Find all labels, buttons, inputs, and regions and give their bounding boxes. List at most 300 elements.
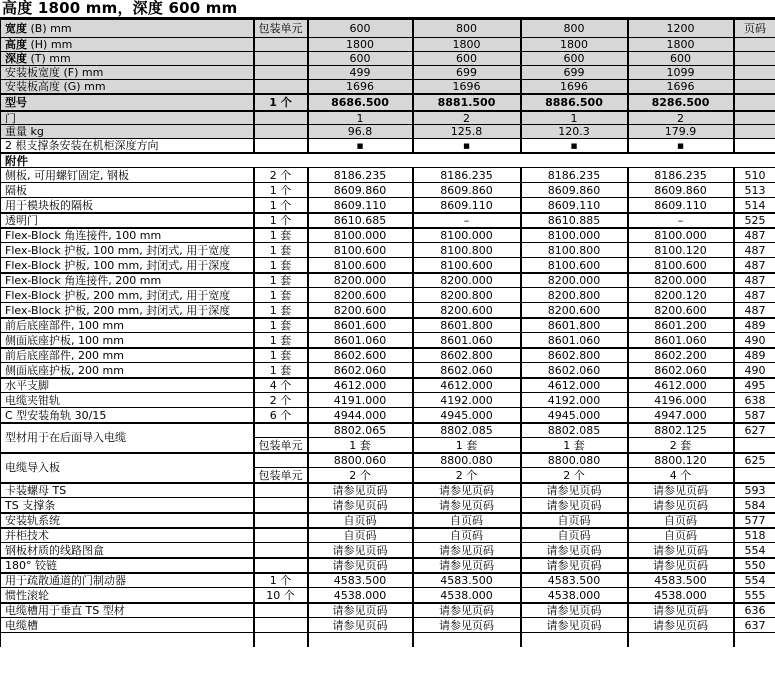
packaging-unit-cell bbox=[254, 603, 308, 618]
row-label: Flex-Block 护板, 200 mm, 封闭式, 用于深度 bbox=[1, 303, 254, 318]
row-label: Flex-Block 角连接件, 200 mm bbox=[1, 273, 254, 288]
value-cell-col3: 8100.600 bbox=[521, 258, 628, 273]
value-cell-col4 bbox=[628, 633, 734, 647]
value-cell-col4: 8601.060 bbox=[628, 333, 734, 348]
value-cell-col3: 4583.500 bbox=[521, 573, 628, 588]
value-cell-col4: 4583.500 bbox=[628, 573, 734, 588]
value-cell-col3 bbox=[521, 633, 628, 647]
value-cell-col2: 2 个 bbox=[413, 468, 521, 483]
packaging-unit-cell bbox=[254, 111, 308, 125]
page-number-cell: 627 bbox=[734, 423, 775, 438]
page-number-cell: 487 bbox=[734, 243, 775, 258]
packaging-unit-cell: 2 个 bbox=[254, 168, 308, 183]
value-cell-col1: 请参见页码 bbox=[308, 603, 413, 618]
page-number-cell: 514 bbox=[734, 198, 775, 213]
value-cell-col2 bbox=[413, 633, 521, 647]
value-cell-col1: 8601.060 bbox=[308, 333, 413, 348]
accessory-row bbox=[1, 333, 775, 348]
accessory-row bbox=[1, 288, 775, 303]
row-label: 门 bbox=[1, 111, 254, 125]
accessory-row bbox=[1, 228, 775, 243]
row-label: 惯性滚轮 bbox=[1, 588, 254, 603]
value-cell-col2: 8200.000 bbox=[413, 273, 521, 288]
value-cell-col1: 8609.110 bbox=[308, 198, 413, 213]
value-cell-col4: 600 bbox=[628, 52, 734, 66]
spec-row bbox=[1, 125, 775, 139]
spec-row bbox=[1, 19, 775, 38]
page-number-cell bbox=[734, 468, 775, 483]
row-label: 侧面底座护板, 100 mm bbox=[1, 333, 254, 348]
value-cell-col2: 8100.000 bbox=[413, 228, 521, 243]
filled-square-marker: ■ bbox=[356, 142, 364, 151]
packaging-unit-cell bbox=[254, 513, 308, 528]
value-cell-col2: 4583.500 bbox=[413, 573, 521, 588]
row-label: 型号 bbox=[1, 94, 254, 111]
packaging-unit-cell bbox=[254, 498, 308, 513]
value-cell-col1: 1 bbox=[308, 111, 413, 125]
accessory-row bbox=[1, 378, 775, 393]
value-cell-col2: 125.8 bbox=[413, 125, 521, 139]
value-cell-col2: 8802.085 bbox=[413, 423, 521, 438]
value-cell-col1: 2 个 bbox=[308, 468, 413, 483]
value-cell-col4: 8800.120 bbox=[628, 453, 734, 468]
accessory-row bbox=[1, 198, 775, 213]
packaging-unit-cell bbox=[254, 558, 308, 573]
value-cell-col4 bbox=[628, 139, 734, 153]
value-cell-col4: 2 套 bbox=[628, 438, 734, 453]
spec-row bbox=[1, 111, 775, 125]
accessory-row bbox=[1, 543, 775, 558]
value-cell-col4: 自页码 bbox=[628, 528, 734, 543]
row-label: 用于疏散通道的门制动器 bbox=[1, 573, 254, 588]
row-label: 宽度 (B) mm bbox=[1, 19, 254, 38]
value-cell-col1: 8800.060 bbox=[308, 453, 413, 468]
value-cell-col3: 8186.235 bbox=[521, 168, 628, 183]
packaging-unit-cell: 1 个 bbox=[254, 198, 308, 213]
packaging-unit-cell: 1 套 bbox=[254, 288, 308, 303]
row-label: 侧板, 可用螺钉固定, 钢板 bbox=[1, 168, 254, 183]
packaging-unit-cell: 1 套 bbox=[254, 243, 308, 258]
row-label: 型材用于在后面导入电缆 bbox=[1, 423, 254, 453]
accessory-row bbox=[1, 393, 775, 408]
page-number-cell: 636 bbox=[734, 603, 775, 618]
clipped-partial-row bbox=[1, 633, 775, 647]
value-cell-col1: 请参见页码 bbox=[308, 558, 413, 573]
packaging-unit-cell: 1 套 bbox=[254, 273, 308, 288]
page-number-cell: 518 bbox=[734, 528, 775, 543]
packaging-unit-cell bbox=[254, 38, 308, 52]
packaging-unit-cell bbox=[254, 52, 308, 66]
value-cell-col3: 自页码 bbox=[521, 513, 628, 528]
packaging-unit-cell bbox=[254, 139, 308, 153]
accessory-row bbox=[1, 573, 775, 588]
page-number-cell: 593 bbox=[734, 483, 775, 498]
packaging-unit-cell: 1 个 bbox=[254, 183, 308, 198]
accessories-section-row bbox=[1, 153, 775, 168]
row-label: C 型安装角轨 30/15 bbox=[1, 408, 254, 423]
value-cell-col4: 请参见页码 bbox=[628, 618, 734, 633]
value-cell-col4: 8602.060 bbox=[628, 363, 734, 378]
value-cell-col2: 8881.500 bbox=[413, 94, 521, 111]
value-cell-col4: 8802.125 bbox=[628, 423, 734, 438]
accessory-row bbox=[1, 348, 775, 363]
value-cell-col1: 8609.860 bbox=[308, 183, 413, 198]
value-cell-col1: 8100.600 bbox=[308, 243, 413, 258]
value-cell-col2: 800 bbox=[413, 19, 521, 38]
value-cell-col4: 请参见页码 bbox=[628, 603, 734, 618]
value-cell-col3: 1800 bbox=[521, 38, 628, 52]
row-label: 隔板 bbox=[1, 183, 254, 198]
page-number-cell: 490 bbox=[734, 333, 775, 348]
page-number-cell: 554 bbox=[734, 573, 775, 588]
value-cell-col1: 8100.600 bbox=[308, 258, 413, 273]
spec-row bbox=[1, 139, 775, 153]
page-number-cell bbox=[734, 438, 775, 453]
page-number-cell bbox=[734, 52, 775, 66]
packaging-unit-cell bbox=[254, 618, 308, 633]
value-cell-col2: 2 bbox=[413, 111, 521, 125]
value-cell-col4: 8609.110 bbox=[628, 198, 734, 213]
accessory-row bbox=[1, 318, 775, 333]
packaging-unit-cell: 4 个 bbox=[254, 378, 308, 393]
value-cell-col1: 自页码 bbox=[308, 528, 413, 543]
value-cell-col3: 8602.800 bbox=[521, 348, 628, 363]
value-cell-col1: 请参见页码 bbox=[308, 483, 413, 498]
value-cell-col3: 请参见页码 bbox=[521, 498, 628, 513]
value-cell-col2: 请参见页码 bbox=[413, 483, 521, 498]
value-cell-col1: 请参见页码 bbox=[308, 543, 413, 558]
value-cell-col3: 8100.800 bbox=[521, 243, 628, 258]
value-cell-col1: 1696 bbox=[308, 80, 413, 94]
value-cell-col2: 4945.000 bbox=[413, 408, 521, 423]
page-number-cell bbox=[734, 633, 775, 647]
value-cell-col4: 8286.500 bbox=[628, 94, 734, 111]
value-cell-col4: – bbox=[628, 213, 734, 228]
value-cell-col3: 请参见页码 bbox=[521, 603, 628, 618]
packaging-unit-cell bbox=[254, 80, 308, 94]
value-cell-col3: 8200.600 bbox=[521, 303, 628, 318]
row-label: Flex-Block 角连接件, 100 mm bbox=[1, 228, 254, 243]
page-number-cell: 487 bbox=[734, 288, 775, 303]
accessory-row bbox=[1, 498, 775, 513]
value-cell-col1: 96.8 bbox=[308, 125, 413, 139]
value-cell-col3: 8601.800 bbox=[521, 318, 628, 333]
value-cell-col1: 1 套 bbox=[308, 438, 413, 453]
value-cell-col2: 8800.080 bbox=[413, 453, 521, 468]
value-cell-col3: 8802.085 bbox=[521, 423, 628, 438]
page-number-cell: 625 bbox=[734, 453, 775, 468]
packaging-unit-cell: 1 个 bbox=[254, 94, 308, 111]
value-cell-col3: 8602.060 bbox=[521, 363, 628, 378]
value-cell-col4: 8186.235 bbox=[628, 168, 734, 183]
row-label: Flex-Block 护板, 200 mm, 封闭式, 用于宽度 bbox=[1, 288, 254, 303]
value-cell-col3: 600 bbox=[521, 52, 628, 66]
packaging-unit-cell: 1 套 bbox=[254, 258, 308, 273]
page-number-cell: 490 bbox=[734, 363, 775, 378]
value-cell-col3: 1 bbox=[521, 111, 628, 125]
page-number-cell: 页码 bbox=[734, 19, 775, 38]
row-label: 水平支脚 bbox=[1, 378, 254, 393]
value-cell-col2: 自页码 bbox=[413, 528, 521, 543]
accessory-group-row bbox=[1, 453, 775, 468]
value-cell-col3: 8100.000 bbox=[521, 228, 628, 243]
filled-square-marker: ■ bbox=[677, 142, 684, 151]
value-cell-col2: 4538.000 bbox=[413, 588, 521, 603]
value-cell-col3 bbox=[521, 139, 628, 153]
page-number-cell: 495 bbox=[734, 378, 775, 393]
value-cell-col1: 8200.600 bbox=[308, 303, 413, 318]
packaging-unit-cell: 1 个 bbox=[254, 213, 308, 228]
value-cell-col4: 1800 bbox=[628, 38, 734, 52]
value-cell-col2: 600 bbox=[413, 52, 521, 66]
page-number-cell: 487 bbox=[734, 258, 775, 273]
value-cell-col1: 4612.000 bbox=[308, 378, 413, 393]
value-cell-col4: 8602.200 bbox=[628, 348, 734, 363]
value-cell-col2: 4612.000 bbox=[413, 378, 521, 393]
value-cell-col4: 请参见页码 bbox=[628, 483, 734, 498]
accessory-row bbox=[1, 513, 775, 528]
value-cell-col3: 请参见页码 bbox=[521, 558, 628, 573]
value-cell-col2: 699 bbox=[413, 66, 521, 80]
value-cell-col2: 8609.110 bbox=[413, 198, 521, 213]
row-label: Flex-Block 护板, 100 mm, 封闭式, 用于深度 bbox=[1, 258, 254, 273]
value-cell-col1 bbox=[308, 139, 413, 153]
value-cell-col1: 8602.600 bbox=[308, 348, 413, 363]
value-cell-col4: 请参见页码 bbox=[628, 558, 734, 573]
value-cell-col3: 1696 bbox=[521, 80, 628, 94]
value-cell-col1: 499 bbox=[308, 66, 413, 80]
value-cell-col1: 8802.065 bbox=[308, 423, 413, 438]
value-cell-col4: 8601.200 bbox=[628, 318, 734, 333]
specification-table bbox=[0, 17, 775, 647]
value-cell-col4: 1200 bbox=[628, 19, 734, 38]
page-number-cell: 587 bbox=[734, 408, 775, 423]
spec-row bbox=[1, 94, 775, 111]
value-cell-col1: 4944.000 bbox=[308, 408, 413, 423]
value-cell-col2: 8602.060 bbox=[413, 363, 521, 378]
page-number-cell: 584 bbox=[734, 498, 775, 513]
row-label: 卡装螺母 TS bbox=[1, 483, 254, 498]
row-label: Flex-Block 护板, 100 mm, 封闭式, 用于宽度 bbox=[1, 243, 254, 258]
page-number-cell: 513 bbox=[734, 183, 775, 198]
row-label: 透明门 bbox=[1, 213, 254, 228]
row-label: 高度 (H) mm bbox=[1, 38, 254, 52]
accessory-row bbox=[1, 363, 775, 378]
value-cell-col4: 8609.860 bbox=[628, 183, 734, 198]
value-cell-col4: 8100.600 bbox=[628, 258, 734, 273]
row-label: 重量 kg bbox=[1, 125, 254, 139]
page-number-cell bbox=[734, 80, 775, 94]
value-cell-col2: 8200.800 bbox=[413, 288, 521, 303]
packaging-unit-cell: 2 个 bbox=[254, 393, 308, 408]
packaging-unit-cell bbox=[254, 543, 308, 558]
value-cell-col2: 请参见页码 bbox=[413, 603, 521, 618]
accessory-row bbox=[1, 558, 775, 573]
packaging-unit-cell: 1 套 bbox=[254, 318, 308, 333]
row-label: 用于模块板的隔板 bbox=[1, 198, 254, 213]
packaging-unit-cell: 1 套 bbox=[254, 348, 308, 363]
value-cell-col3: 请参见页码 bbox=[521, 483, 628, 498]
row-label: 侧面底座护板, 200 mm bbox=[1, 363, 254, 378]
page-title: 高度 1800 mm，深度 600 mm bbox=[2, 0, 238, 17]
value-cell-col1: 8100.000 bbox=[308, 228, 413, 243]
value-cell-col1 bbox=[308, 633, 413, 647]
row-label: 电缆槽用于垂直 TS 型材 bbox=[1, 603, 254, 618]
page-number-cell: 637 bbox=[734, 618, 775, 633]
accessories-section-header: 附件 bbox=[1, 153, 775, 168]
spec-row bbox=[1, 80, 775, 94]
value-cell-col2: 8186.235 bbox=[413, 168, 521, 183]
value-cell-col4: 4612.000 bbox=[628, 378, 734, 393]
value-cell-col1: 请参见页码 bbox=[308, 618, 413, 633]
row-label: 安装轨系统 bbox=[1, 513, 254, 528]
value-cell-col4: 自页码 bbox=[628, 513, 734, 528]
page-number-cell bbox=[734, 139, 775, 153]
value-cell-col3: 8609.110 bbox=[521, 198, 628, 213]
row-label: 2 根支撑条安装在机柜深度方向 bbox=[1, 139, 254, 153]
row-label: TS 支撑条 bbox=[1, 498, 254, 513]
value-cell-col2: 8100.800 bbox=[413, 243, 521, 258]
packaging-unit-cell bbox=[254, 453, 308, 468]
value-cell-col1: 8686.500 bbox=[308, 94, 413, 111]
value-cell-col1: 4538.000 bbox=[308, 588, 413, 603]
row-label: 钢板材质的线路图盒 bbox=[1, 543, 254, 558]
spec-row bbox=[1, 52, 775, 66]
value-cell-col3: 请参见页码 bbox=[521, 618, 628, 633]
value-cell-col1: 8601.600 bbox=[308, 318, 413, 333]
row-label bbox=[1, 633, 254, 647]
page-number-cell: 525 bbox=[734, 213, 775, 228]
accessory-row bbox=[1, 603, 775, 618]
spec-row bbox=[1, 38, 775, 52]
value-cell-col3: 8800.080 bbox=[521, 453, 628, 468]
row-label: 深度 (T) mm bbox=[1, 52, 254, 66]
accessory-row bbox=[1, 168, 775, 183]
page-number-cell: 555 bbox=[734, 588, 775, 603]
value-cell-col3: 4538.000 bbox=[521, 588, 628, 603]
value-cell-col1: 请参见页码 bbox=[308, 498, 413, 513]
value-cell-col2: 8601.060 bbox=[413, 333, 521, 348]
accessory-row bbox=[1, 528, 775, 543]
value-cell-col3: 自页码 bbox=[521, 528, 628, 543]
row-label: 180° 铰链 bbox=[1, 558, 254, 573]
value-cell-col1: 1800 bbox=[308, 38, 413, 52]
packaging-unit-cell: 10 个 bbox=[254, 588, 308, 603]
packaging-unit-cell bbox=[254, 125, 308, 139]
value-cell-col4: 请参见页码 bbox=[628, 498, 734, 513]
row-label: 电缆导入板 bbox=[1, 453, 254, 483]
row-label: 电缆夹钳轨 bbox=[1, 393, 254, 408]
value-cell-col1: 8200.600 bbox=[308, 288, 413, 303]
value-cell-col2: – bbox=[413, 213, 521, 228]
page-number-cell: 554 bbox=[734, 543, 775, 558]
value-cell-col4: 1099 bbox=[628, 66, 734, 80]
value-cell-col2 bbox=[413, 139, 521, 153]
value-cell-col1: 8602.060 bbox=[308, 363, 413, 378]
value-cell-col4: 8100.000 bbox=[628, 228, 734, 243]
value-cell-col4: 4538.000 bbox=[628, 588, 734, 603]
filled-square-marker: ■ bbox=[570, 142, 578, 151]
spec-row bbox=[1, 66, 775, 80]
page-number-cell bbox=[734, 111, 775, 125]
row-label: 前后底座部件, 100 mm bbox=[1, 318, 254, 333]
packaging-unit-cell: 1 套 bbox=[254, 333, 308, 348]
page-number-cell: 550 bbox=[734, 558, 775, 573]
value-cell-col4: 4196.000 bbox=[628, 393, 734, 408]
value-cell-col1: 600 bbox=[308, 19, 413, 38]
packaging-unit-cell: 1 套 bbox=[254, 303, 308, 318]
page-number-cell: 638 bbox=[734, 393, 775, 408]
page-number-cell: 489 bbox=[734, 318, 775, 333]
value-cell-col3: 699 bbox=[521, 66, 628, 80]
packaging-unit-cell bbox=[254, 633, 308, 647]
value-cell-col3: 8601.060 bbox=[521, 333, 628, 348]
page-number-cell: 487 bbox=[734, 303, 775, 318]
value-cell-col1: 4583.500 bbox=[308, 573, 413, 588]
packaging-unit-cell bbox=[254, 66, 308, 80]
accessory-row bbox=[1, 303, 775, 318]
value-cell-col1: 8610.685 bbox=[308, 213, 413, 228]
value-cell-col3: 2 个 bbox=[521, 468, 628, 483]
value-cell-col1: 600 bbox=[308, 52, 413, 66]
packaging-unit-cell: 1 套 bbox=[254, 363, 308, 378]
value-cell-col4: 4947.000 bbox=[628, 408, 734, 423]
page-number-cell bbox=[734, 125, 775, 139]
accessory-row bbox=[1, 243, 775, 258]
accessory-row bbox=[1, 273, 775, 288]
row-label: 前后底座部件, 200 mm bbox=[1, 348, 254, 363]
page-number-cell: 577 bbox=[734, 513, 775, 528]
page-number-cell: 487 bbox=[734, 228, 775, 243]
value-cell-col4: 请参见页码 bbox=[628, 543, 734, 558]
value-cell-col3: 4612.000 bbox=[521, 378, 628, 393]
page-number-cell: 510 bbox=[734, 168, 775, 183]
value-cell-col3: 800 bbox=[521, 19, 628, 38]
accessory-row bbox=[1, 588, 775, 603]
value-cell-col2: 请参见页码 bbox=[413, 498, 521, 513]
page-number-cell: 487 bbox=[734, 273, 775, 288]
page-number-cell bbox=[734, 38, 775, 52]
accessory-group-row bbox=[1, 423, 775, 438]
row-label: 安装板高度 (G) mm bbox=[1, 80, 254, 94]
value-cell-col4: 8200.600 bbox=[628, 303, 734, 318]
value-cell-col4: 8200.000 bbox=[628, 273, 734, 288]
value-cell-col3: 120.3 bbox=[521, 125, 628, 139]
value-cell-col3: 8610.885 bbox=[521, 213, 628, 228]
value-cell-col3: 8609.860 bbox=[521, 183, 628, 198]
value-cell-col3: 请参见页码 bbox=[521, 543, 628, 558]
packaging-unit-cell: 包装单元 bbox=[254, 19, 308, 38]
value-cell-col4: 8100.120 bbox=[628, 243, 734, 258]
row-label: 并柜技术 bbox=[1, 528, 254, 543]
accessory-row bbox=[1, 618, 775, 633]
value-cell-col2: 8100.600 bbox=[413, 258, 521, 273]
value-cell-col2: 4192.000 bbox=[413, 393, 521, 408]
value-cell-col2: 8602.800 bbox=[413, 348, 521, 363]
row-label: 安装板宽度 (F) mm bbox=[1, 66, 254, 80]
value-cell-col4: 1696 bbox=[628, 80, 734, 94]
value-cell-col2: 1 套 bbox=[413, 438, 521, 453]
packaging-unit-cell bbox=[254, 528, 308, 543]
value-cell-col2: 请参见页码 bbox=[413, 543, 521, 558]
value-cell-col1: 自页码 bbox=[308, 513, 413, 528]
value-cell-col1: 8200.000 bbox=[308, 273, 413, 288]
value-cell-col3: 4945.000 bbox=[521, 408, 628, 423]
value-cell-col3: 8200.000 bbox=[521, 273, 628, 288]
value-cell-col4: 179.9 bbox=[628, 125, 734, 139]
value-cell-col4: 8200.120 bbox=[628, 288, 734, 303]
value-cell-col2: 8601.800 bbox=[413, 318, 521, 333]
